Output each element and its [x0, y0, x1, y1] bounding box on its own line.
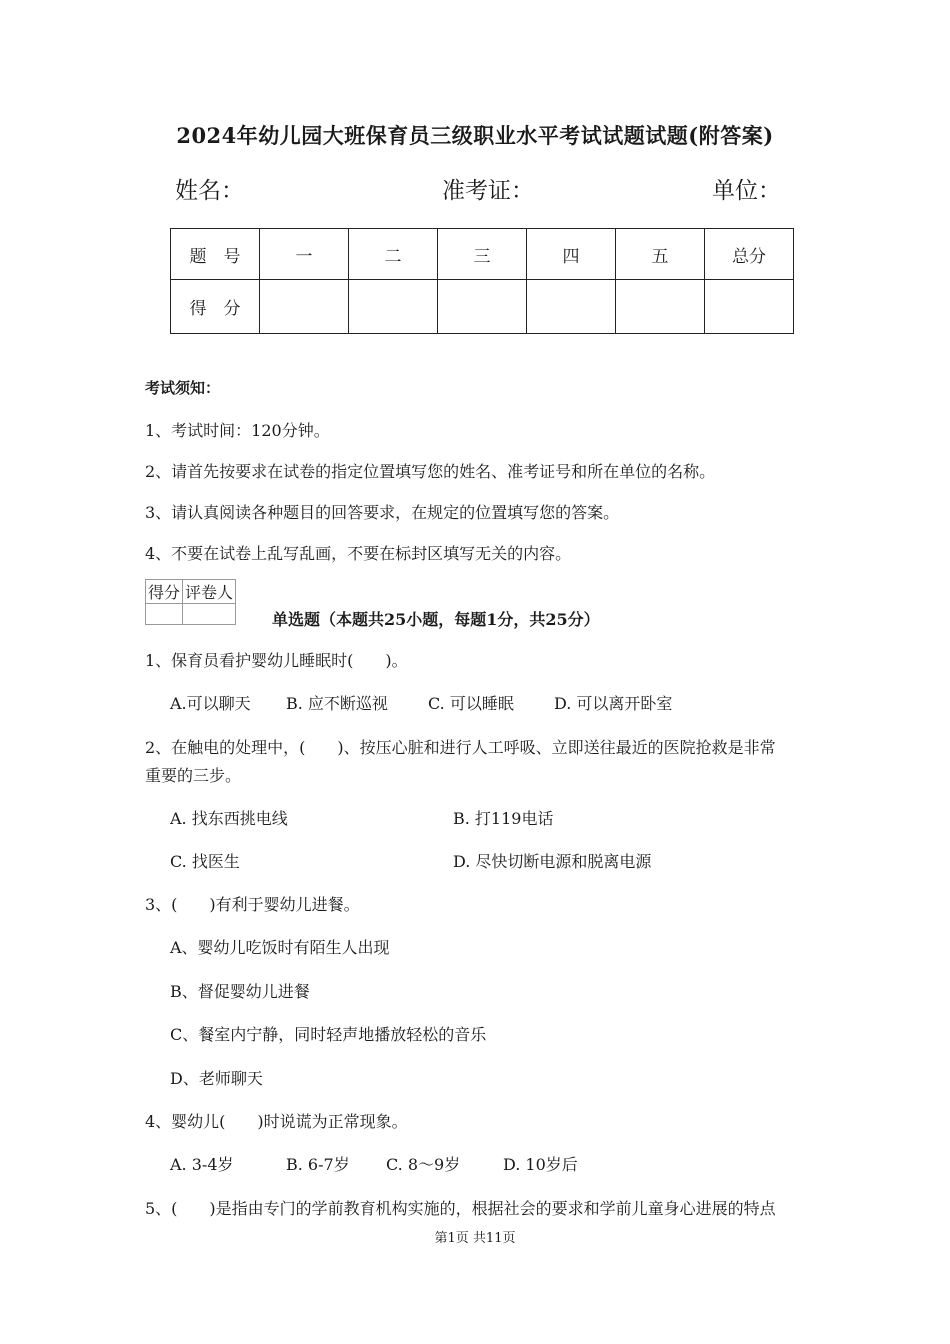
score-table-row-label: 得 分 — [171, 280, 260, 334]
grader-box-score-label: 得分 — [146, 580, 183, 604]
notice-heading: 考试须知： — [145, 379, 221, 397]
grader-box-score-cell[interactable] — [146, 604, 183, 625]
score-table-header-row — [171, 229, 794, 280]
score-table-header-cell: 题 号 — [171, 229, 260, 280]
exam-id-field-label: 准考证： — [442, 178, 534, 204]
option-a[interactable]: A. 找东西挑电线 — [170, 809, 288, 828]
score-cell[interactable] — [616, 280, 705, 334]
score-cell[interactable] — [260, 280, 349, 334]
score-table-header-cell: 四 — [527, 229, 616, 280]
score-table-header-cell: 一 — [260, 229, 349, 280]
score-table-header-cell: 三 — [438, 229, 527, 280]
score-table-header-cell: 二 — [349, 229, 438, 280]
score-cell[interactable] — [705, 280, 794, 334]
score-table-header-cell: 总分 — [705, 229, 794, 280]
option-d[interactable]: D. 10岁后 — [503, 1155, 578, 1174]
page-title: 2024年幼儿园大班保育员三级职业水平考试试题试题(附答案) — [176, 123, 774, 148]
grader-box-grader-cell[interactable] — [183, 604, 236, 625]
option-b[interactable]: B. 打119电话 — [453, 809, 554, 828]
question-stem: 2、在触电的处理中，( )、按压心脏和进行人工呼吸、立即送往最近的医院抢救是非常 — [145, 738, 776, 757]
question-stem: 4、婴幼儿( )时说谎为正常现象。 — [145, 1112, 408, 1131]
name-field-label: 姓名： — [175, 178, 244, 204]
option-b[interactable]: B. 应不断巡视 — [286, 694, 388, 713]
page-footer: 第1页 共11页 — [434, 1231, 516, 1246]
option-d[interactable]: D. 尽快切断电源和脱离电源 — [453, 852, 652, 871]
notice-item: 1、考试时间：120分钟。 — [145, 421, 330, 440]
option-b[interactable]: B. 6-7岁 — [286, 1155, 350, 1174]
question-stem: 3、( )有利于婴幼儿进餐。 — [145, 895, 360, 914]
notice-item: 4、不要在试卷上乱写乱画，不要在标封区填写无关的内容。 — [145, 544, 572, 563]
question-stem: 5、( )是指由专门的学前教育机构实施的，根据社会的要求和学前儿童身心进展的特点 — [145, 1199, 776, 1218]
option-c[interactable]: C、餐室内宁静，同时轻声地播放轻松的音乐 — [170, 1025, 487, 1044]
score-table-score-row — [171, 280, 794, 334]
grader-box — [145, 579, 236, 625]
score-cell[interactable] — [527, 280, 616, 334]
option-c[interactable]: C. 找医生 — [170, 852, 240, 871]
option-a[interactable]: A.可以聊天 — [170, 694, 251, 713]
option-d[interactable]: D. 可以离开卧室 — [554, 694, 673, 713]
notice-item: 3、请认真阅读各种题目的回答要求，在规定的位置填写您的答案。 — [145, 503, 620, 522]
option-d[interactable]: D、老师聊天 — [170, 1069, 263, 1088]
unit-field-label: 单位： — [712, 178, 781, 204]
option-c[interactable]: C. 可以睡眠 — [428, 694, 514, 713]
question-stem-continued: 重要的三步。 — [145, 766, 242, 785]
notice-item: 2、请首先按要求在试卷的指定位置填写您的姓名、准考证号和所在单位的名称。 — [145, 462, 716, 481]
score-table-header-cell: 五 — [616, 229, 705, 280]
option-a[interactable]: A. 3-4岁 — [170, 1155, 234, 1174]
score-cell[interactable] — [438, 280, 527, 334]
question-stem: 1、保育员看护婴幼儿睡眠时( )。 — [145, 651, 408, 670]
option-c[interactable]: C. 8～9岁 — [386, 1155, 461, 1174]
score-cell[interactable] — [349, 280, 438, 334]
score-table — [170, 228, 794, 334]
grader-box-grader-label: 评卷人 — [183, 580, 236, 604]
option-a[interactable]: A、婴幼儿吃饭时有陌生人出现 — [170, 938, 390, 957]
section-title: 单选题（本题共25小题，每题1分，共25分） — [272, 610, 600, 629]
option-b[interactable]: B、督促婴幼儿进餐 — [170, 982, 310, 1001]
